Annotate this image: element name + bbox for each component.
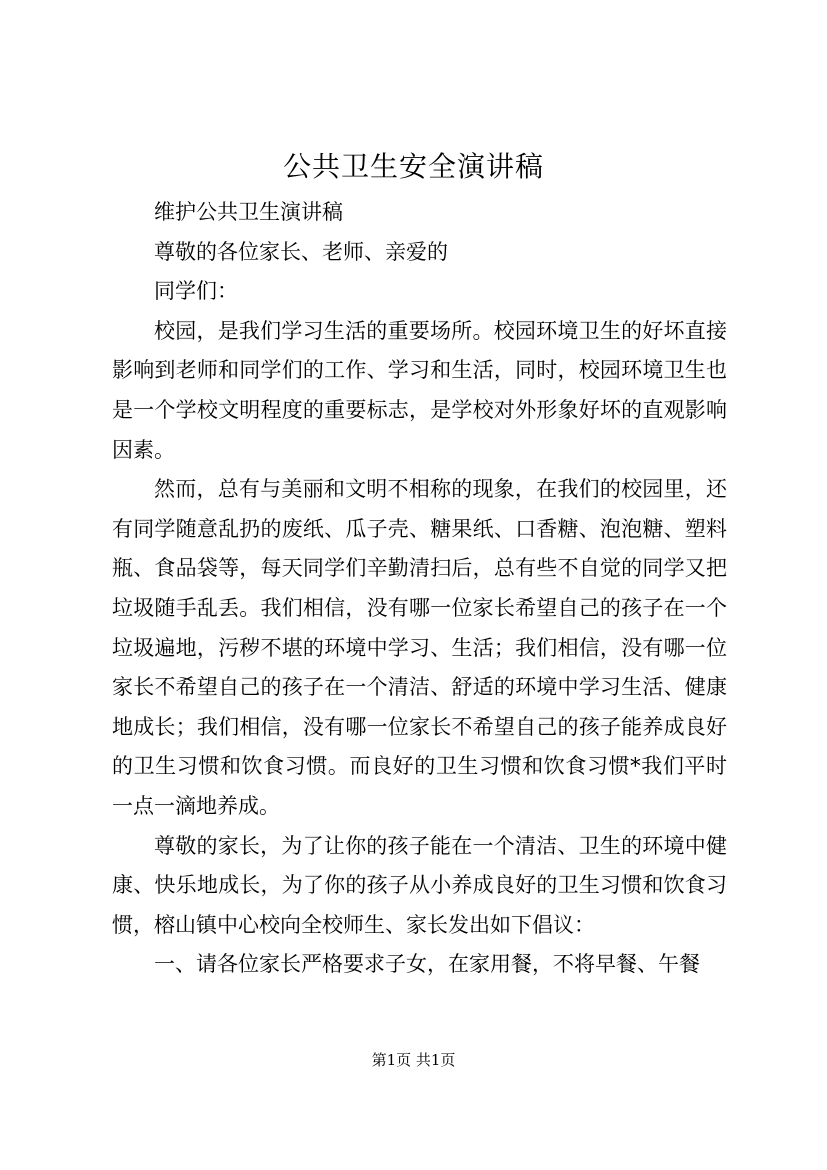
paragraph-item-1: 一、请各位家长严格要求子女，在家用餐，不将早餐、午餐 (154, 952, 700, 977)
paragraph-salutation: 尊敬的各位家长、老师、亲爱的 (154, 239, 448, 264)
paragraph-subtitle: 维护公共卫生演讲稿 (154, 200, 343, 224)
paragraph-phenomenon: 然而，总有与美丽和文明不相称的现象，在我们的校园里，还有同学随意乱扔的废纸、瓜子壳、糖果纸、口香糖、泡泡糖、塑料瓶、食品袋等，每天同学们辛勤清扫后，总有些不自觉的同学又把垃圾随手乱丢。我们相信，没有哪一位家长希望自己的孩子在一个垃圾遍地，污秽不堪的环境中学习、生活；我们相信，没有哪一位家长不希望自己的孩子在一个清洁、舒适的环境中学习生活、健康地成长；我们相信，没有哪一位家长不希望自己的孩子能养成良好的卫生习惯和饮食习惯。而良好的卫生习惯和饮食习惯*我们平时一点一滴地养成。 (112, 477, 727, 818)
paragraph-appeal: 尊敬的家长，为了让你的孩子能在一个清洁、卫生的环境中健康、快乐地成长，为了你的孩子从小养成良好的卫生习惯和饮食习惯，榕山镇中心校向全校师生、家长发出如下倡议： (112, 833, 727, 937)
page-footer: 第1页 共1页 (371, 1051, 456, 1069)
paragraph-campus: 校园，是我们学习生活的重要场所。校园环境卫生的好坏直接影响到老师和同学们的工作、学习和生活，同时，校园环境卫生也是一个学校文明程度的重要标志，是学校对外形象好坏的直观影响因素。 (112, 318, 727, 462)
document-body (112, 193, 727, 985)
paragraph-salutation-cont: 同学们： (154, 279, 238, 304)
document-title: 公共卫生安全演讲稿 (282, 150, 544, 183)
